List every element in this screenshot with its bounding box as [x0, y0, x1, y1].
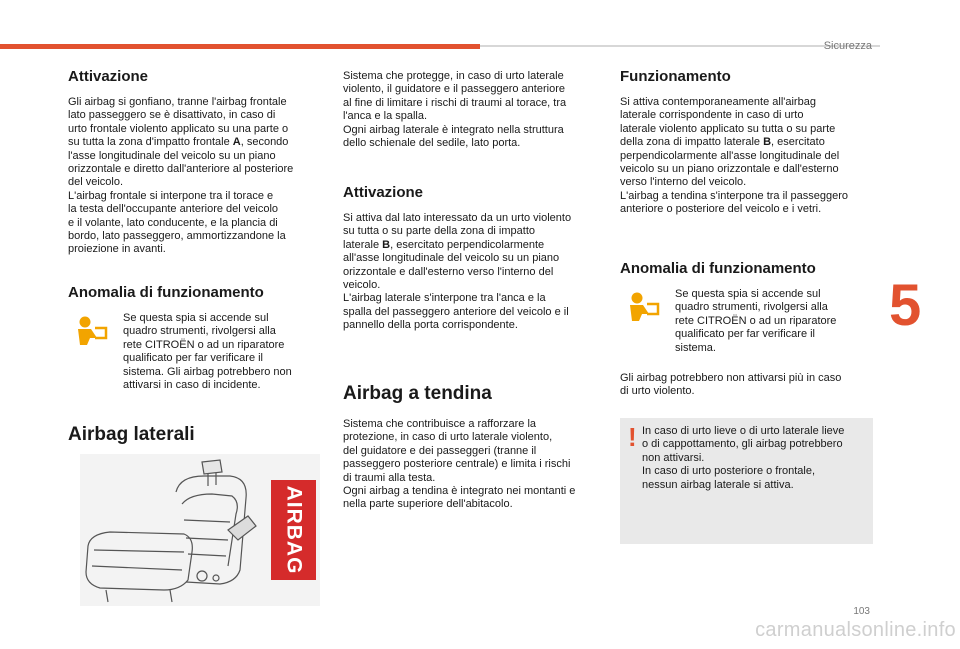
col1-warning-block: Se questa spia si accende sul quadro strumenti, rivolgersi alla rete CITROËN o ad un riparatore qualificato per far verificare il sistema. Gli airbag potrebbero non attivarsi in caso di incidente. [68, 312, 323, 396]
watermark: carmanualsonline.info [755, 619, 956, 641]
col2-heading-attivazione: Attivazione [343, 184, 424, 201]
zone-letter: B [763, 136, 772, 149]
header-accent-bar [0, 44, 480, 49]
notice-text: In caso di urto lieve o di urto laterale lieve o di cappottamento, gli airbag potrebbero non attivarsi. In caso di urto posteriore o frontale, nessun airbag laterale si attiva. [642, 425, 845, 491]
page-number: 103 [853, 606, 870, 617]
airbag-label-tag: AIRBAG [271, 480, 316, 580]
airbag-warning-light-icon [620, 292, 660, 324]
col3-warning-block: Se questa spia si accende sul quadro strumenti, rivolgersi alla rete CITROËN o ad un riparatore qualificato per far verificare il sistema. [620, 288, 875, 360]
airbag-warning-light-icon [68, 316, 108, 348]
notice-box [620, 418, 873, 544]
col3-text-after-warning: Gli airbag potrebbero non attivarsi più in caso di urto violento. [620, 372, 842, 398]
col2-text-tendina: Sistema che contribuisce a rafforzare la protezione, in caso di urto laterale violento, del guidatore e dei passeggeri (tranne il passeggero posteriore centrale) e limita i rischi di traumi alla testa. Ogni airbag a tendina è integrato nei montanti e nella parte superiore dell'abitacolo. [343, 418, 576, 511]
col3-heading-funzionamento: Funzionamento [620, 68, 731, 85]
col2-text-attivazione: Si attiva dal lato interessato da un urto violento su tutta o su parte della zona di impatto laterale B, esercitato perpendicolarmente all'asse longitudinale del veicolo su un piano orizzontale e dall'esterno verso l'interno del veicolo. L'airbag laterale s'interpone tra l'anca e la spalla del passeggero anteriore del veicolo e il pannello della porta corrispondente. [343, 212, 572, 332]
col2-text-intro: Sistema che protegge, in caso di urto laterale violento, il guidatore e il passeggero anteriore al fine di limitare i rischi di traumi al torace, tra l'anca e la spalla. Ogni airbag laterale è integrato nella struttura dello schienale del sedile, lato porta. [343, 70, 567, 150]
col1-heading-attivazione: Attivazione [68, 68, 149, 85]
chapter-number: 5 [889, 273, 922, 338]
zone-letter: B [382, 238, 391, 251]
col1-text-attivazione: Gli airbag si gonfiano, tranne l'airbag frontale lato passeggero se è disattivato, in caso di urto frontale violento applicato su una parte o su tutta la zona d'impatto frontale A, secondo l'asse longitudinale del veicolo su un piano orizzontale e diretto dall'anteriore al posteriore del veicolo. L'airbag frontale si interpone tra il torace e la testa dell'occupante anteriore del veicolo e il volante, lato conducente, e la plancia di bordo, lato passeggero, ammortizzandone la proiezione in avanti. [68, 96, 294, 256]
zone-letter: A [232, 136, 241, 149]
col3-text-funzionamento: Si attiva contemporaneamente all'airbag laterale corrispondente in caso di urto laterale violento applicato su tutta o su parte della zona di impatto laterale B, esercitato perpendicolarmente all'asse longitudinale del veicolo su un piano orizzontale e dall'esterno verso l'interno del veicolo. L'airbag a tendina s'interpone tra il passeggero anteriore o posteriore del veicolo e i vetri. [620, 96, 849, 216]
exclamation-icon: ! [628, 422, 637, 452]
section-title: Sicurezza [823, 40, 872, 52]
col1-heading-airbag-laterali: Airbag laterali [68, 424, 195, 445]
header-rule [480, 45, 880, 47]
col2-heading-tendina: Airbag a tendina [343, 383, 492, 404]
col1-heading-anomalia: Anomalia di funzionamento [68, 284, 264, 301]
col3-heading-anomalia: Anomalia di funzionamento [620, 260, 816, 277]
